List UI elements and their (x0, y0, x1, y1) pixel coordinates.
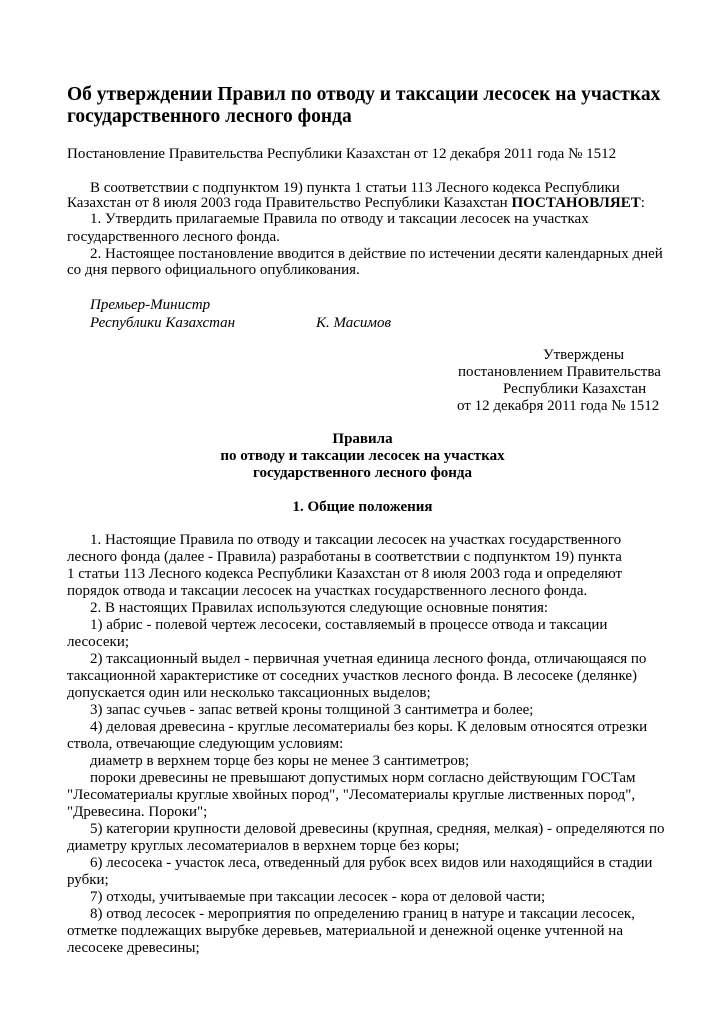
decree-line-2: государственного лесного фонда. (67, 229, 280, 245)
signature-position-1: Премьер-Министр (90, 297, 211, 313)
body-line: порядок отвода и таксации лесосек на участках государственного лесного фонда. (67, 583, 588, 599)
approval-line-3: Республики Казахстан (503, 381, 647, 397)
preamble-text: Казахстан от 8 июля 2003 года Правительство Республики Казахстан (67, 195, 508, 211)
body-line: ствола, отвечающие следующим условиям: (67, 736, 344, 752)
preamble-resolves: ПОСТАНОВЛЯЕТ (511, 195, 641, 211)
body-line: 8) отвод лесосек - мероприятия по определению границ в натуре и таксации лесосек, (90, 906, 635, 922)
body-line: рубки; (67, 872, 109, 888)
preamble-line-1: В соответствии с подпунктом 19) пункта 1 статьи 113 Лесного кодекса Республики (90, 180, 620, 196)
rules-heading-3: государственного лесного фонда (253, 465, 472, 481)
body-line: 2. В настоящих Правилах используются следующие основные понятия: (90, 600, 549, 616)
body-line: 6) лесосека - участок леса, отведенный для рубок всех видов или находящийся в стадии (90, 855, 653, 871)
body-line: 3) запас сучьев - запас ветвей кроны толщиной 3 сантиметра и более; (90, 702, 534, 718)
rules-heading-2: по отводу и таксации лесосек на участках (220, 448, 505, 464)
body-line: лесосеке древесины; (67, 940, 200, 956)
decree-line-4: со дня первого официального опубликования. (67, 262, 360, 278)
body-line: 1. Настоящие Правила по отводу и таксации лесосек на участках государственного (90, 532, 622, 548)
body-line: 5) категории крупности деловой древесины (крупная, средняя, мелкая) - определяются по (90, 821, 665, 837)
approval-line-2: постановлением Правительства (458, 364, 661, 380)
signature-name: К. Масимов (316, 315, 391, 331)
preamble-line-2 (67, 195, 645, 212)
preamble-colon: : (640, 195, 645, 211)
body-line: лесосеки; (67, 634, 130, 650)
decree-line-1: 1. Утвердить прилагаемые Правила по отводу и таксации лесосек на участках (90, 211, 589, 227)
body-line: таксационной характеристике от соседних участков лесного фонда. В лесосеке (делянке) (67, 668, 638, 684)
decree-line-3: 2. Настоящее постановление вводится в действие по истечении десяти календарных дней (90, 246, 663, 262)
body-line: пороки древесины не превышают допустимых норм согласно действующим ГОСТам (90, 770, 636, 786)
body-line: 1 статьи 113 Лесного кодекса Республики Казахстан от 8 июля 2003 года и определяют (67, 566, 623, 582)
approval-line-4: от 12 декабря 2011 года № 1512 (457, 398, 660, 414)
body-line: лесного фонда (далее - Правила) разработаны в соответствии с подпунктом 19) пункта (67, 549, 622, 565)
body-line: допускается один или несколько таксационных выделов; (67, 685, 431, 701)
body-line: "Лесоматериалы круглые хвойных пород", "Лесоматериалы круглые лиственных пород", (67, 787, 636, 803)
body-line: "Древесина. Пороки"; (67, 804, 208, 820)
approval-line-1: Утверждены (543, 347, 625, 363)
resolution-subtitle: Постановление Правительства Республики Казахстан от 12 декабря 2011 года № 1512 (67, 146, 617, 162)
section-1-heading: 1. Общие положения (292, 499, 433, 515)
document-title: Об утверждении Правил по отводу и таксации лесосек на участках государственного лесного фонда (67, 84, 661, 127)
body-line: диаметру круглых лесоматериалов в верхнем торце без коры; (67, 838, 460, 854)
body-line: 7) отходы, учитываемые при таксации лесосек - кора от деловой части; (90, 889, 546, 905)
signature-position-2: Республики Казахстан (90, 315, 236, 331)
body-line: отметке подлежащих вырубке деревьев, материальной и денежной оценке учтенной на (67, 923, 623, 939)
body-line: 2) таксационный выдел - первичная учетная единица лесного фонда, отличающаяся по (90, 651, 647, 667)
rules-heading-1: Правила (332, 431, 393, 447)
body-line: 4) деловая древесина - круглые лесоматериалы без коры. К деловым относятся отрезки (90, 719, 648, 735)
body-line: 1) абрис - полевой чертеж лесосеки, составляемый в процессе отвода и таксации (90, 617, 608, 633)
body-line: диаметр в верхнем торце без коры не менее 3 сантиметров; (90, 753, 470, 769)
